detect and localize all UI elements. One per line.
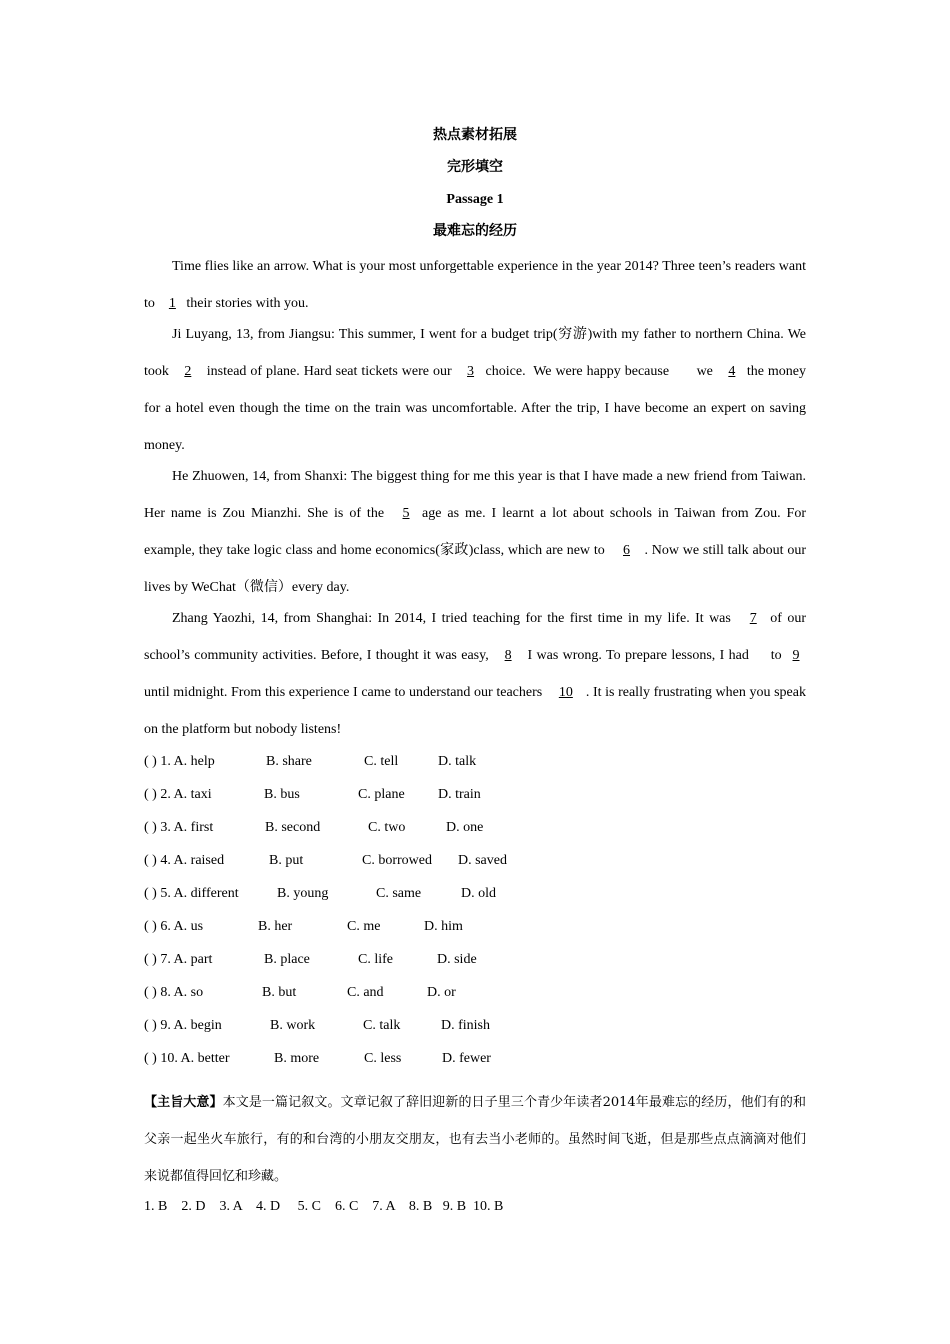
paragraph-text: I was wrong. To prepare lessons, I had to (523, 648, 786, 663)
option-c: C. borrowed (362, 853, 432, 868)
option-row-5 (144, 884, 806, 917)
option-c: C. me (347, 919, 381, 934)
main-idea-summary (144, 1084, 806, 1195)
passage-title: 最难忘的经历 (433, 224, 517, 239)
summary-text: 本文是一篇记叙文。文章记叙了辞旧迎新的日子里三个青少年读者2014年最难忘的经历，他们有的和父亲一起坐火车旅行，有的和台湾的小朋友交朋友，也有去当小老师的。虽然时间飞逝，但是那些点点滴滴对他们来说都值得回忆和珍藏。 (144, 1095, 806, 1184)
option-a: ( ) 10. A. better (144, 1051, 230, 1066)
blank-3: 3 (467, 364, 475, 379)
option-b: B. more (274, 1051, 320, 1066)
option-row-1 (144, 752, 806, 785)
paragraph-text: the money for a hotel even though the time on the train was uncomfortable. After the trip, I have become an expert on saving money. (144, 364, 806, 453)
option-d: D. finish (441, 1018, 490, 1033)
option-b: B. share (266, 754, 312, 769)
paragraph-text: Ji Luyang, 13, from Jiangsu: This summer, I went for a budget trip(穷游)with my father to northern China. We took (144, 327, 806, 379)
option-b: B. second (265, 820, 321, 835)
passage-paragraph-1 (144, 248, 806, 322)
option-row-8 (144, 983, 806, 1016)
option-c: C. life (358, 952, 393, 967)
paragraph-text: . It is really frustrating when you speak on the platform but nobody listens! (144, 685, 806, 737)
option-b: B. bus (264, 787, 300, 802)
option-a: ( ) 6. A. us (144, 919, 204, 934)
option-a: ( ) 5. A. different (144, 886, 239, 901)
option-c: C. talk (363, 1018, 401, 1033)
summary-tag: 【主旨大意】 (144, 1095, 223, 1110)
section-title: 热点素材拓展 (433, 128, 517, 143)
option-a: ( ) 4. A. raised (144, 853, 225, 868)
document-page (144, 126, 806, 1217)
paragraph-text: choice. We were happy because we (485, 364, 717, 379)
paragraph-text: He Zhuowen, 14, from Shanxi: The biggest thing for me this year is that I have made a new friend from Taiwan. Her name is Zou Mianzhi. She is of the (144, 469, 806, 521)
blank-8: 8 (504, 648, 512, 663)
option-row-4 (144, 851, 806, 884)
option-a: ( ) 9. A. begin (144, 1018, 222, 1033)
option-d: D. saved (458, 853, 507, 868)
blank-4: 4 (728, 364, 736, 379)
option-row-9 (144, 1016, 806, 1049)
option-d: D. old (461, 886, 496, 901)
passage-paragraph-4 (144, 600, 806, 748)
answer-key: 1. B 2. D 3. A 4. D 5. C 6. C 7. A 8. B 9. B 10. B (144, 1199, 504, 1214)
option-a: ( ) 1. A. help (144, 754, 215, 769)
blank-9: 9 (792, 648, 800, 663)
option-b: B. young (277, 886, 329, 901)
option-d: D. him (424, 919, 463, 934)
blank-5: 5 (402, 506, 410, 521)
passage-number: Passage 1 (446, 192, 504, 207)
option-c: C. and (347, 985, 384, 1000)
blank-10: 10 (558, 685, 573, 700)
option-b: B. her (258, 919, 293, 934)
paragraph-text: until midnight. From this experience I came to understand our teachers (144, 685, 546, 700)
option-d: D. train (438, 787, 481, 802)
paragraph-text: instead of plane. Hard seat tickets were our (202, 364, 456, 379)
paragraph-text: their stories with you. (186, 296, 309, 311)
option-a: ( ) 8. A. so (144, 985, 204, 1000)
blank-7: 7 (749, 611, 757, 626)
blank-6: 6 (623, 543, 630, 558)
paragraph-text: of our school’s community activities. Before, I thought it was easy, (144, 611, 806, 663)
option-c: C. tell (364, 754, 399, 769)
option-b: B. but (262, 985, 297, 1000)
blank-1: 1 (168, 296, 176, 311)
option-row-2 (144, 785, 806, 818)
option-row-10 (144, 1049, 806, 1082)
paragraph-text: . Now we still talk about our lives by WeChat（微信）every day. (144, 543, 806, 595)
exercise-type-title: 完形填空 (447, 160, 503, 175)
options-list (144, 752, 806, 1082)
option-c: C. plane (358, 787, 405, 802)
paragraph-text: age as me. I learnt a lot about schools in Taiwan from Zou. For example, they take logic class and home economics(家政)class, which are new to (144, 506, 806, 558)
option-d: D. one (446, 820, 484, 835)
option-d: D. fewer (442, 1051, 491, 1066)
option-a: ( ) 2. A. taxi (144, 787, 212, 802)
option-a: ( ) 7. A. part (144, 952, 213, 967)
option-row-6 (144, 917, 806, 950)
paragraph-text: Time flies like an arrow. What is your most unforgettable experience in the year 2014? Three teen’s readers want to (144, 259, 806, 311)
paragraph-text: Zhang Yaozhi, 14, from Shanghai: In 2014, I tried teaching for the first time in my life. It was (172, 611, 737, 626)
option-c: C. two (368, 820, 406, 835)
option-c: C. same (376, 886, 422, 901)
option-row-7 (144, 950, 806, 983)
option-d: D. or (427, 985, 456, 1000)
option-b: B. place (264, 952, 310, 967)
option-a: ( ) 3. A. first (144, 820, 214, 835)
option-c: C. less (364, 1051, 402, 1066)
passage-paragraph-3 (144, 458, 806, 606)
option-b: B. put (269, 853, 304, 868)
option-row-3 (144, 818, 806, 851)
option-b: B. work (270, 1018, 316, 1033)
passage-paragraph-2 (144, 316, 806, 464)
option-d: D. talk (438, 754, 477, 769)
blank-2: 2 (184, 364, 192, 379)
option-d: D. side (437, 952, 477, 967)
